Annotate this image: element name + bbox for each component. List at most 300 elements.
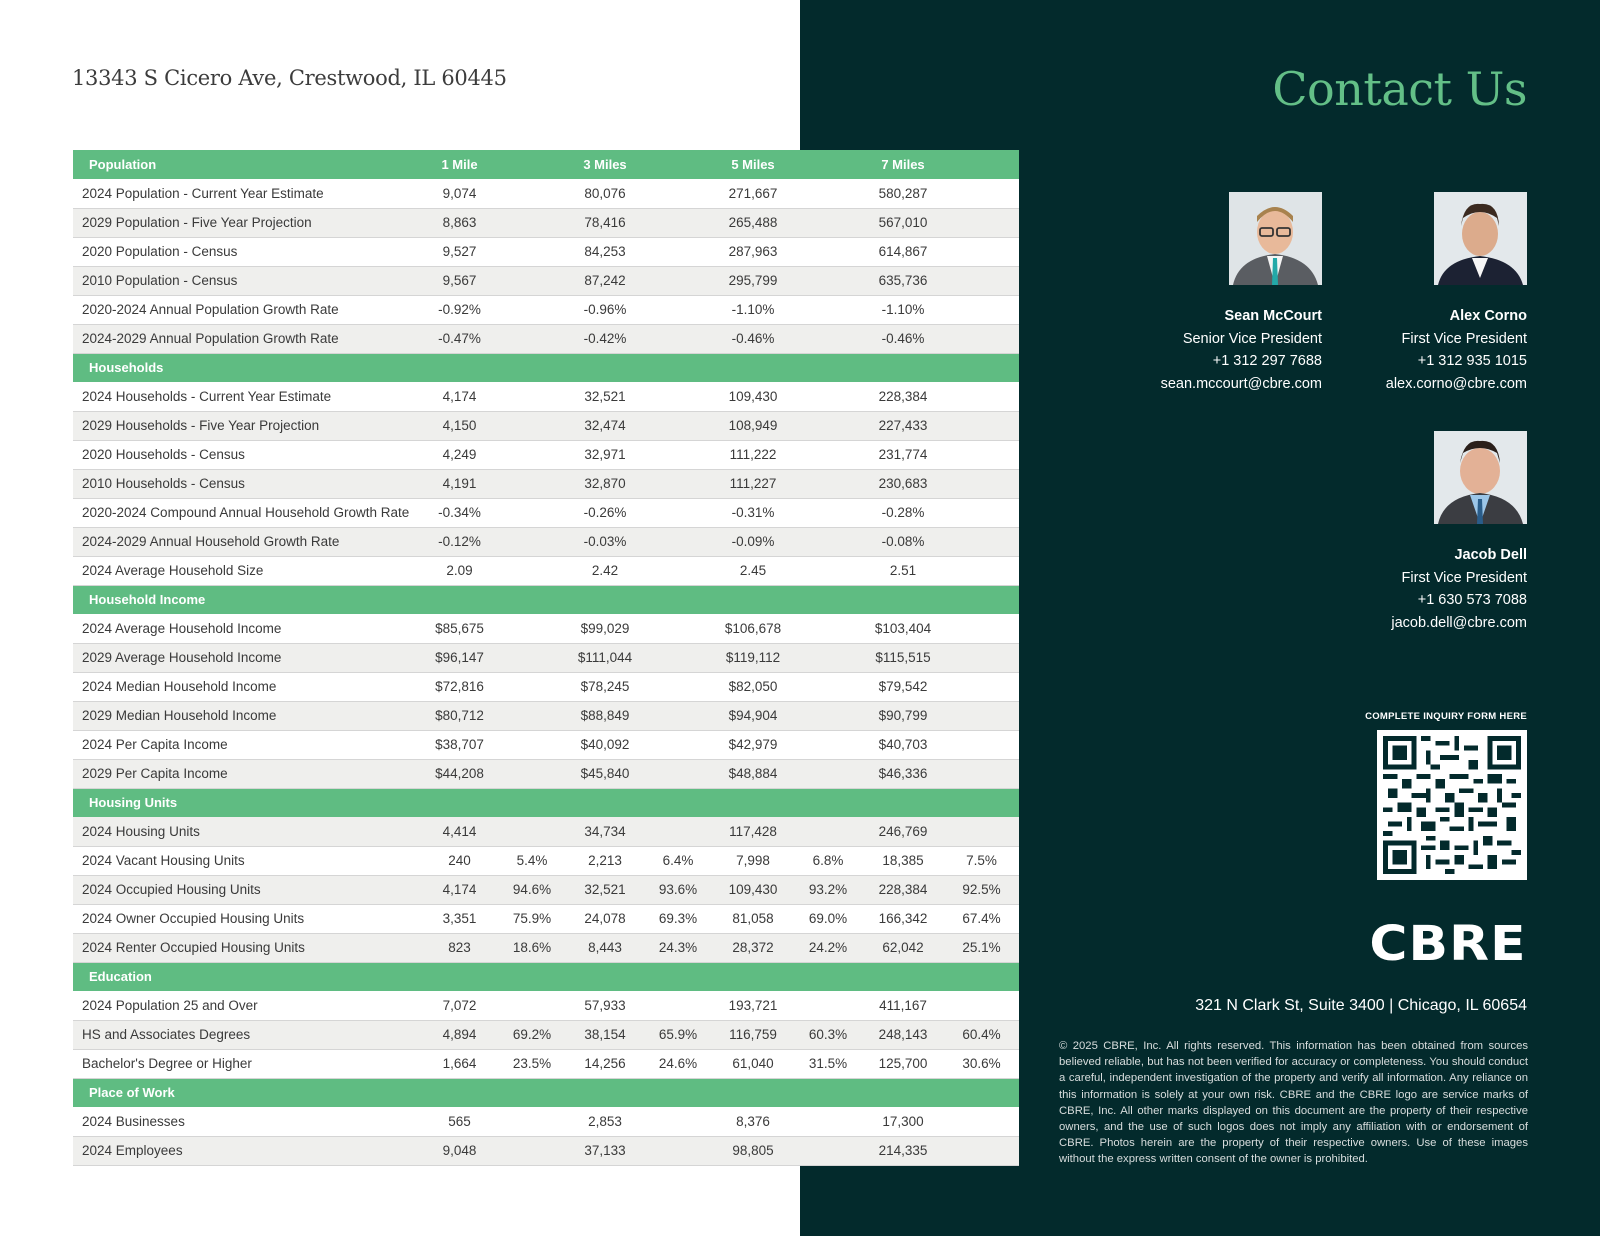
row-percent: 5.4% <box>498 846 566 875</box>
legal-disclaimer: © 2025 CBRE, Inc. All rights reserved. This information has been obtained from sources believed reliable, but has not been verified for accuracy or completeness. You should conduct a careful, independent investigation of the property and verify all information. Any reliance on this information is solely at your own risk. CBRE and the CBRE logo are service marks of CBRE, Inc. All other marks displayed on this document are the property of their respective owners, and the use of such logos does not imply any affiliation with or endorsement of CBRE. Photos herein are the property of their respective owners. Use of these images without the express written consent of the owner is prohibited. <box>1059 1040 1528 1166</box>
row-value: 614,867 <box>862 237 944 266</box>
row-value: 84,253 <box>566 237 644 266</box>
row-label: HS and Associates Degrees <box>73 1020 421 1049</box>
table-row <box>73 730 1019 759</box>
row-value: 98,805 <box>712 1136 794 1165</box>
row-value: 80,076 <box>566 179 644 208</box>
section-header-row <box>73 788 1019 817</box>
contact-card-alex-corno <box>1287 192 1527 402</box>
spacer <box>644 498 712 527</box>
row-label: 2024 Renter Occupied Housing Units <box>73 933 421 962</box>
row-value: 111,222 <box>712 440 794 469</box>
row-value: 228,384 <box>862 382 944 411</box>
row-label: Bachelor's Degree or Higher <box>73 1049 421 1078</box>
row-label: 2024 Per Capita Income <box>73 730 421 759</box>
row-value: 14,256 <box>566 1049 644 1078</box>
spacer <box>498 411 566 440</box>
spacer <box>944 469 1019 498</box>
row-value: 32,521 <box>566 875 644 904</box>
row-value: 32,474 <box>566 411 644 440</box>
row-value: 34,734 <box>566 817 644 846</box>
row-value: $40,092 <box>566 730 644 759</box>
row-value: 3,351 <box>421 904 498 933</box>
column-header: 7 Miles <box>862 150 944 179</box>
headshot-photo <box>1434 192 1527 285</box>
spacer <box>944 759 1019 788</box>
spacer <box>644 324 712 353</box>
row-value: -0.03% <box>566 527 644 556</box>
row-label: 2024 Businesses <box>73 1107 421 1136</box>
row-percent <box>944 817 1019 846</box>
row-label: 2029 Per Capita Income <box>73 759 421 788</box>
row-value: $78,245 <box>566 672 644 701</box>
row-value: $48,884 <box>712 759 794 788</box>
row-label: 2020 Population - Census <box>73 237 421 266</box>
row-value: 823 <box>421 933 498 962</box>
section-title: Household Income <box>73 585 1019 614</box>
spacer <box>944 324 1019 353</box>
row-value: 62,042 <box>862 933 944 962</box>
table-row <box>73 701 1019 730</box>
section-title: Place of Work <box>73 1078 1019 1107</box>
spacer <box>944 527 1019 556</box>
row-percent <box>944 991 1019 1020</box>
table-row <box>73 1136 1019 1165</box>
spacer <box>944 643 1019 672</box>
table-row <box>73 1107 1019 1136</box>
spacer <box>498 759 566 788</box>
row-value: -0.92% <box>421 295 498 324</box>
table-row <box>73 759 1019 788</box>
spacer <box>644 730 712 759</box>
row-value: $119,112 <box>712 643 794 672</box>
spacer <box>944 730 1019 759</box>
row-percent: 94.6% <box>498 875 566 904</box>
spacer <box>794 498 862 527</box>
spacer <box>794 701 862 730</box>
property-address: 13343 S Cicero Ave, Crestwood, IL 60445 <box>72 66 507 90</box>
table-row <box>73 324 1019 353</box>
table-row <box>73 440 1019 469</box>
row-value: 117,428 <box>712 817 794 846</box>
table-row <box>73 904 1019 933</box>
section-header-row <box>73 353 1019 382</box>
row-value: 227,433 <box>862 411 944 440</box>
contact-card-sean-mccourt <box>1082 192 1322 402</box>
row-value: 271,667 <box>712 179 794 208</box>
row-percent: 7.5% <box>944 846 1019 875</box>
spacer <box>644 701 712 730</box>
row-value: 565 <box>421 1107 498 1136</box>
spacer <box>794 382 862 411</box>
row-value: 18,385 <box>862 846 944 875</box>
row-percent: 23.5% <box>498 1049 566 1078</box>
row-percent: 6.4% <box>644 846 712 875</box>
section-header-row <box>73 585 1019 614</box>
row-value: $96,147 <box>421 643 498 672</box>
row-value: 4,191 <box>421 469 498 498</box>
table-row <box>73 933 1019 962</box>
spacer <box>498 237 566 266</box>
table-row <box>73 1049 1019 1078</box>
row-label: 2024 Employees <box>73 1136 421 1165</box>
row-percent <box>644 817 712 846</box>
row-value: 9,567 <box>421 266 498 295</box>
row-value: 7,072 <box>421 991 498 1020</box>
row-value: 8,376 <box>712 1107 794 1136</box>
spacer <box>644 411 712 440</box>
row-value: 411,167 <box>862 991 944 1020</box>
contact-title: First Vice President <box>1401 330 1527 347</box>
row-value: 4,894 <box>421 1020 498 1049</box>
spacer <box>794 672 862 701</box>
row-label: 2024 Average Household Income <box>73 614 421 643</box>
row-value: 109,430 <box>712 382 794 411</box>
office-address: 321 N Clark St, Suite 3400 | Chicago, IL 60654 <box>1195 997 1527 1014</box>
row-value: $90,799 <box>862 701 944 730</box>
spacer <box>794 324 862 353</box>
row-value: 57,933 <box>566 991 644 1020</box>
row-value: 230,683 <box>862 469 944 498</box>
row-percent: 30.6% <box>944 1049 1019 1078</box>
spacer <box>794 266 862 295</box>
table-row <box>73 991 1019 1020</box>
spacer <box>644 614 712 643</box>
spacer <box>944 295 1019 324</box>
row-value: $44,208 <box>421 759 498 788</box>
row-value: -0.34% <box>421 498 498 527</box>
row-value: 28,372 <box>712 933 794 962</box>
column-header: 1 Mile <box>421 150 498 179</box>
spacer <box>944 556 1019 585</box>
spacer <box>644 556 712 585</box>
row-value: 295,799 <box>712 266 794 295</box>
spacer <box>644 643 712 672</box>
row-value: 246,769 <box>862 817 944 846</box>
spacer <box>498 208 566 237</box>
row-value: -0.08% <box>862 527 944 556</box>
row-value: $79,542 <box>862 672 944 701</box>
row-percent: 24.2% <box>794 933 862 962</box>
row-value: 61,040 <box>712 1049 794 1078</box>
row-percent: 65.9% <box>644 1020 712 1049</box>
row-percent: 69.0% <box>794 904 862 933</box>
row-value: $103,404 <box>862 614 944 643</box>
row-value: 2.09 <box>421 556 498 585</box>
row-label: 2024-2029 Annual Household Growth Rate <box>73 527 421 556</box>
row-value: -0.26% <box>566 498 644 527</box>
row-percent: 60.3% <box>794 1020 862 1049</box>
row-value: $88,849 <box>566 701 644 730</box>
row-value: $42,979 <box>712 730 794 759</box>
spacer <box>794 469 862 498</box>
headshot-photo <box>1434 431 1527 524</box>
row-value: -0.42% <box>566 324 644 353</box>
row-label: 2029 Median Household Income <box>73 701 421 730</box>
row-value: 2.45 <box>712 556 794 585</box>
row-value: -1.10% <box>862 295 944 324</box>
table-header-row <box>73 150 1019 179</box>
contact-name: Alex Corno <box>1449 308 1527 324</box>
row-value: 248,143 <box>862 1020 944 1049</box>
spacer <box>498 672 566 701</box>
row-value: -0.31% <box>712 498 794 527</box>
row-value: 214,335 <box>862 1136 944 1165</box>
table-row <box>73 266 1019 295</box>
row-value: 8,863 <box>421 208 498 237</box>
inquiry-qr-code[interactable] <box>1377 730 1527 880</box>
row-label: 2024 Population 25 and Over <box>73 991 421 1020</box>
table-row <box>73 672 1019 701</box>
spacer <box>794 759 862 788</box>
row-percent: 18.6% <box>498 933 566 962</box>
row-value: -0.47% <box>421 324 498 353</box>
contact-name: Sean McCourt <box>1224 308 1322 324</box>
qr-code-icon <box>1383 736 1521 874</box>
table-row <box>73 295 1019 324</box>
row-label: 2010 Population - Census <box>73 266 421 295</box>
section-header-row <box>73 1078 1019 1107</box>
spacer <box>498 1136 566 1165</box>
row-value: 9,048 <box>421 1136 498 1165</box>
spacer <box>944 266 1019 295</box>
row-percent: 75.9% <box>498 904 566 933</box>
row-value: 2,213 <box>566 846 644 875</box>
spacer <box>944 179 1019 208</box>
spacer <box>944 614 1019 643</box>
row-value: 2.42 <box>566 556 644 585</box>
spacer <box>498 643 566 672</box>
row-value: 8,443 <box>566 933 644 962</box>
row-value: 109,430 <box>712 875 794 904</box>
row-percent <box>644 991 712 1020</box>
row-value: 125,700 <box>862 1049 944 1078</box>
contact-phone[interactable]: +1 312 297 7688 <box>1212 353 1322 369</box>
table-row <box>73 817 1019 846</box>
row-label: 2020-2024 Annual Population Growth Rate <box>73 295 421 324</box>
spacer <box>944 1107 1019 1136</box>
table-row <box>73 411 1019 440</box>
row-value: 1,664 <box>421 1049 498 1078</box>
row-value: $111,044 <box>566 643 644 672</box>
spacer <box>498 1107 566 1136</box>
section-title: Population <box>73 150 421 179</box>
row-value: 580,287 <box>862 179 944 208</box>
table-row <box>73 1020 1019 1049</box>
row-label: 2024-2029 Annual Population Growth Rate <box>73 324 421 353</box>
row-value: 240 <box>421 846 498 875</box>
spacer <box>498 556 566 585</box>
row-value: 193,721 <box>712 991 794 1020</box>
row-value: 38,154 <box>566 1020 644 1049</box>
column-header: 3 Miles <box>566 150 644 179</box>
spacer <box>644 208 712 237</box>
contact-email[interactable]: alex.corno@cbre.com <box>1385 375 1527 392</box>
spacer <box>644 469 712 498</box>
contact-us-heading: Contact Us <box>1272 62 1527 116</box>
spacer <box>498 469 566 498</box>
table-row <box>73 179 1019 208</box>
section-title: Households <box>73 353 1019 382</box>
row-value: $85,675 <box>421 614 498 643</box>
row-value: -0.28% <box>862 498 944 527</box>
spacer <box>498 295 566 324</box>
row-value: 9,527 <box>421 237 498 266</box>
spacer <box>644 1136 712 1165</box>
row-value: 116,759 <box>712 1020 794 1049</box>
row-value: 4,174 <box>421 382 498 411</box>
spacer <box>794 237 862 266</box>
contact-email[interactable]: sean.mccourt@cbre.com <box>1160 375 1322 392</box>
row-value: 4,249 <box>421 440 498 469</box>
spacer <box>644 672 712 701</box>
row-percent: 60.4% <box>944 1020 1019 1049</box>
row-value: $40,703 <box>862 730 944 759</box>
contact-email[interactable]: jacob.dell@cbre.com <box>1391 614 1527 631</box>
table-row <box>73 469 1019 498</box>
spacer <box>944 1136 1019 1165</box>
spacer <box>794 295 862 324</box>
table-row <box>73 643 1019 672</box>
row-value: $46,336 <box>862 759 944 788</box>
row-label: 2024 Owner Occupied Housing Units <box>73 904 421 933</box>
row-value: -0.46% <box>712 324 794 353</box>
spacer <box>794 440 862 469</box>
spacer <box>644 527 712 556</box>
row-value: 228,384 <box>862 875 944 904</box>
row-value: 4,150 <box>421 411 498 440</box>
spacer <box>644 382 712 411</box>
spacer <box>498 382 566 411</box>
row-value: 287,963 <box>712 237 794 266</box>
row-label: 2029 Population - Five Year Projection <box>73 208 421 237</box>
spacer <box>498 266 566 295</box>
spacer <box>794 1136 862 1165</box>
row-value: $82,050 <box>712 672 794 701</box>
spacer <box>794 179 862 208</box>
row-value: $94,904 <box>712 701 794 730</box>
spacer <box>644 295 712 324</box>
row-label: 2020 Households - Census <box>73 440 421 469</box>
spacer <box>498 440 566 469</box>
spacer <box>944 208 1019 237</box>
table-row <box>73 875 1019 904</box>
row-label: 2024 Occupied Housing Units <box>73 875 421 904</box>
row-value: 9,074 <box>421 179 498 208</box>
section-title: Housing Units <box>73 788 1019 817</box>
row-label: 2020-2024 Compound Annual Household Growth Rate <box>73 498 421 527</box>
row-value: $99,029 <box>566 614 644 643</box>
section-title: Education <box>73 962 1019 991</box>
contact-card-jacob-dell <box>1287 431 1527 641</box>
spacer <box>644 1107 712 1136</box>
row-percent: 6.8% <box>794 846 862 875</box>
row-label: 2024 Households - Current Year Estimate <box>73 382 421 411</box>
table-row <box>73 237 1019 266</box>
demographics-table <box>73 150 1019 1166</box>
row-percent: 93.2% <box>794 875 862 904</box>
spacer <box>944 382 1019 411</box>
spacer <box>498 730 566 759</box>
spacer <box>498 614 566 643</box>
row-label: 2024 Median Household Income <box>73 672 421 701</box>
spacer <box>498 179 566 208</box>
row-value: 111,227 <box>712 469 794 498</box>
row-percent <box>794 817 862 846</box>
spacer <box>644 440 712 469</box>
row-label: 2024 Vacant Housing Units <box>73 846 421 875</box>
spacer <box>944 672 1019 701</box>
spacer <box>944 498 1019 527</box>
spacer <box>498 150 566 179</box>
row-value: 4,174 <box>421 875 498 904</box>
spacer <box>794 643 862 672</box>
row-value: 108,949 <box>712 411 794 440</box>
contact-title: First Vice President <box>1401 569 1527 586</box>
row-label: 2010 Households - Census <box>73 469 421 498</box>
table-row <box>73 556 1019 585</box>
spacer <box>498 498 566 527</box>
table-row <box>73 614 1019 643</box>
spacer <box>644 759 712 788</box>
row-label: 2024 Average Household Size <box>73 556 421 585</box>
row-value: 7,998 <box>712 846 794 875</box>
row-percent <box>498 817 566 846</box>
row-label: 2029 Average Household Income <box>73 643 421 672</box>
row-value: 81,058 <box>712 904 794 933</box>
spacer <box>794 411 862 440</box>
table-row <box>73 382 1019 411</box>
row-percent: 93.6% <box>644 875 712 904</box>
row-value: 4,414 <box>421 817 498 846</box>
row-value: 24,078 <box>566 904 644 933</box>
spacer <box>644 150 712 179</box>
row-percent <box>498 991 566 1020</box>
row-percent: 67.4% <box>944 904 1019 933</box>
contact-title: Senior Vice President <box>1182 330 1322 347</box>
row-value: 2,853 <box>566 1107 644 1136</box>
spacer <box>794 730 862 759</box>
row-label: 2024 Population - Current Year Estimate <box>73 179 421 208</box>
spacer <box>644 266 712 295</box>
spacer <box>644 237 712 266</box>
spacer <box>498 527 566 556</box>
row-value: $106,678 <box>712 614 794 643</box>
row-value: 37,133 <box>566 1136 644 1165</box>
spacer <box>498 701 566 730</box>
row-percent: 69.2% <box>498 1020 566 1049</box>
qr-code-label: COMPLETE INQUIRY FORM HERE <box>1365 711 1527 722</box>
row-value: 78,416 <box>566 208 644 237</box>
spacer <box>944 701 1019 730</box>
contact-phone[interactable]: +1 630 573 7088 <box>1417 592 1527 608</box>
contact-phone[interactable]: +1 312 935 1015 <box>1417 353 1527 369</box>
table-row <box>73 498 1019 527</box>
section-header-row <box>73 962 1019 991</box>
row-value: 166,342 <box>862 904 944 933</box>
row-label: 2024 Housing Units <box>73 817 421 846</box>
row-percent: 24.3% <box>644 933 712 962</box>
row-value: -0.12% <box>421 527 498 556</box>
row-percent: 31.5% <box>794 1049 862 1078</box>
row-value: -1.10% <box>712 295 794 324</box>
spacer <box>794 527 862 556</box>
row-value: -0.46% <box>862 324 944 353</box>
row-value: 567,010 <box>862 208 944 237</box>
row-value: 2.51 <box>862 556 944 585</box>
row-value: 265,488 <box>712 208 794 237</box>
spacer <box>794 614 862 643</box>
